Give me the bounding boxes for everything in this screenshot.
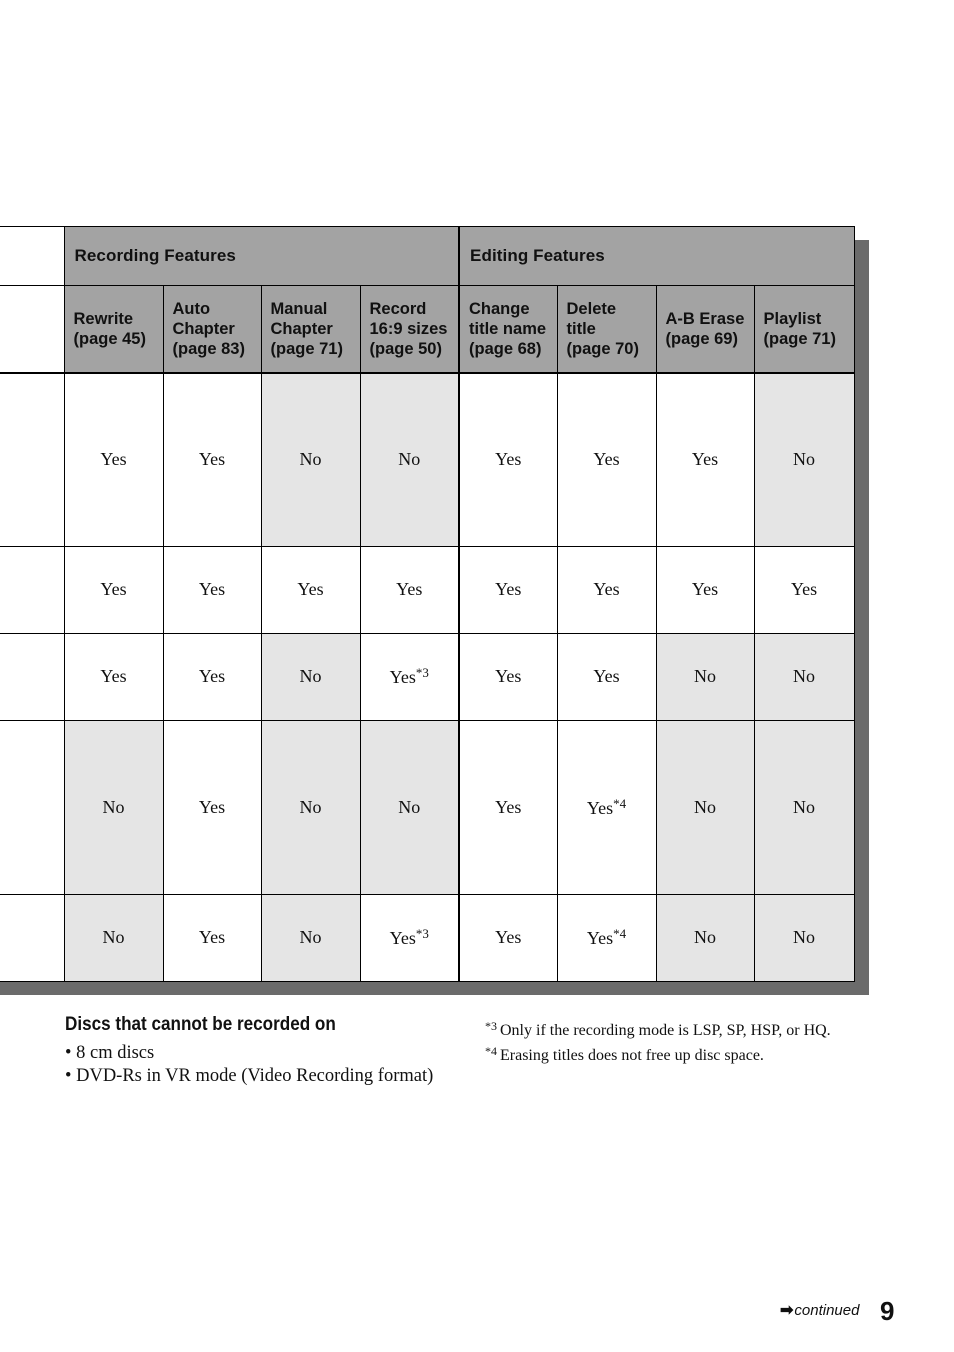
table-cell	[360, 546, 459, 633]
cell-value: No	[694, 796, 717, 817]
discs-section-title: Discs that cannot be recorded on	[65, 1014, 336, 1035]
footnote-mark: *3	[485, 1019, 497, 1033]
cell-value: No	[299, 796, 322, 817]
table-cell	[557, 546, 656, 633]
cell-value: No	[793, 449, 816, 470]
table-cell	[261, 720, 360, 894]
cell-value: Yes	[100, 579, 127, 599]
table-cell	[459, 720, 557, 894]
cell-value: No	[793, 666, 816, 686]
table-cell	[163, 633, 261, 720]
cell-value: Yes	[790, 579, 818, 599]
table-cell	[360, 894, 459, 981]
column-header-line: Delete	[566, 300, 617, 318]
cell-value: Yes	[495, 796, 522, 817]
footnotes	[485, 1016, 831, 1066]
table-cell	[557, 894, 656, 981]
stub-cell	[0, 286, 64, 374]
cell-value: Yes	[297, 579, 324, 599]
cell-value: Yes	[100, 666, 127, 686]
column-header-line: Record	[369, 300, 427, 318]
table-cell	[656, 894, 754, 981]
column-header	[261, 286, 360, 374]
table-cell	[557, 373, 656, 546]
features-table	[0, 226, 855, 982]
column-header-line: (page 83)	[172, 340, 245, 358]
table-cell	[754, 633, 854, 720]
cell-value: Yes	[691, 579, 719, 599]
table-cell	[557, 720, 656, 894]
column-header-line: 16:9 sizes	[369, 320, 448, 338]
cell-value: Yes	[198, 666, 226, 686]
column-header-line: Chapter	[172, 320, 235, 338]
continued-indicator	[780, 1300, 859, 1320]
cell-value: No	[299, 449, 322, 470]
cell-value: Yes	[495, 666, 522, 686]
cell-value: No	[694, 927, 717, 947]
column-header	[557, 286, 656, 374]
group-header-editing: Editing Features	[459, 227, 854, 286]
cell-value: Yes	[586, 797, 614, 818]
table-row	[0, 720, 854, 894]
column-header-line: (page 50)	[369, 340, 442, 358]
column-header	[64, 286, 163, 374]
footnote-mark: *4	[485, 1044, 497, 1058]
page-number: 9	[880, 1296, 895, 1326]
table-cell	[754, 720, 854, 894]
column-header-line: Rewrite	[73, 310, 134, 328]
cell-value: No	[102, 927, 125, 947]
cell-value: Yes	[198, 449, 226, 470]
table-cell	[360, 373, 459, 546]
cell-value: No	[793, 927, 816, 947]
right-arrow-icon: ➡	[780, 1302, 794, 1319]
cell-value: Yes	[198, 927, 226, 947]
column-header-line: Change	[469, 300, 530, 318]
column-header-line: (page 71)	[270, 340, 343, 358]
table-cell	[459, 894, 557, 981]
list-item: • 8 cm discs	[65, 1043, 155, 1063]
footnote-3	[485, 1016, 831, 1041]
table-cell	[656, 546, 754, 633]
cell-value: No	[694, 666, 717, 686]
cell-value: Yes	[593, 579, 620, 599]
discs-list	[65, 1042, 433, 1088]
column-header-line: (page 45)	[73, 330, 146, 348]
cell-value: No	[299, 666, 322, 686]
column-header-line: (page 69)	[665, 330, 738, 348]
column-header-line: (page 68)	[469, 340, 542, 358]
table-cell	[163, 373, 261, 546]
column-header	[459, 286, 557, 374]
table-row	[0, 546, 854, 633]
cell-value: Yes	[396, 579, 423, 599]
table-cell	[459, 633, 557, 720]
table-row	[0, 633, 854, 720]
row-stub-cell	[0, 373, 64, 546]
table-cell	[64, 720, 163, 894]
table-cell	[163, 546, 261, 633]
cell-footnote-mark: *3	[415, 926, 429, 941]
cell-value: Yes	[593, 666, 620, 686]
table-cell	[261, 894, 360, 981]
cell-value: Yes	[198, 579, 226, 599]
table-cell	[656, 373, 754, 546]
table-cell	[656, 633, 754, 720]
cell-value: No	[398, 796, 421, 817]
cell-value: Yes	[691, 449, 719, 470]
table-cell	[656, 720, 754, 894]
cell-value: Yes	[198, 796, 226, 817]
table-cell	[64, 373, 163, 546]
cell-value: No	[793, 796, 816, 817]
cell-footnote-mark: *3	[415, 665, 429, 680]
cell-footnote-mark: *4	[613, 926, 627, 941]
group-header-recording: Recording Features	[64, 227, 459, 286]
column-header-line: (page 70)	[566, 340, 639, 358]
table-cell	[360, 720, 459, 894]
column-header-line: Auto	[172, 300, 211, 318]
table-cell	[64, 546, 163, 633]
row-stub-cell	[0, 633, 64, 720]
continued-label: continued	[794, 1302, 860, 1319]
column-header	[754, 286, 854, 374]
table-cell	[64, 633, 163, 720]
cell-value: Yes	[389, 928, 416, 948]
cell-value: No	[102, 796, 125, 817]
table-cell	[261, 633, 360, 720]
column-header-line: Chapter	[270, 320, 333, 338]
cell-value: No	[398, 449, 421, 470]
table-shadow-right	[853, 240, 869, 995]
column-header-line: Manual	[270, 300, 328, 318]
table-cell	[557, 633, 656, 720]
table-row	[0, 373, 854, 546]
features-table-wrapper	[0, 226, 854, 981]
table-cell	[754, 373, 854, 546]
table-cell	[459, 373, 557, 546]
table-cell	[261, 546, 360, 633]
cell-value: No	[299, 927, 322, 947]
row-stub-cell	[0, 894, 64, 981]
column-header	[656, 286, 754, 374]
column-header-line: title	[566, 320, 596, 338]
column-header	[163, 286, 261, 374]
stub-cell	[0, 227, 64, 286]
table-cell	[163, 894, 261, 981]
table-cell	[459, 546, 557, 633]
cell-footnote-mark: *4	[613, 795, 627, 811]
table-cell	[163, 720, 261, 894]
cell-value: Yes	[495, 449, 522, 470]
table-shadow-bottom	[0, 980, 869, 995]
footnote-text: Only if the recording mode is LSP, SP, HSP, or HQ.	[500, 1022, 831, 1039]
table-cell	[261, 373, 360, 546]
cell-value: Yes	[495, 927, 522, 947]
table-cell	[360, 633, 459, 720]
cell-value: Yes	[389, 667, 416, 687]
column-header	[360, 286, 459, 374]
table-cell	[754, 894, 854, 981]
column-header-line: A-B Erase	[665, 310, 745, 328]
footnote-4	[485, 1041, 831, 1066]
table-row	[0, 894, 854, 981]
table-cell	[64, 894, 163, 981]
column-header-line: (page 71)	[763, 330, 836, 348]
cell-value: Yes	[495, 579, 522, 599]
row-stub-cell	[0, 546, 64, 633]
column-header-line: title name	[469, 320, 547, 338]
cell-value: Yes	[593, 449, 620, 470]
row-stub-cell	[0, 720, 64, 894]
column-header-line: Playlist	[763, 310, 822, 328]
list-item: • DVD-Rs in VR mode (Video Recording format)	[65, 1066, 434, 1086]
table-cell	[754, 546, 854, 633]
cell-value: Yes	[100, 449, 127, 470]
cell-value: Yes	[586, 928, 614, 948]
footnote-text: Erasing titles does not free up disc space.	[500, 1047, 764, 1064]
